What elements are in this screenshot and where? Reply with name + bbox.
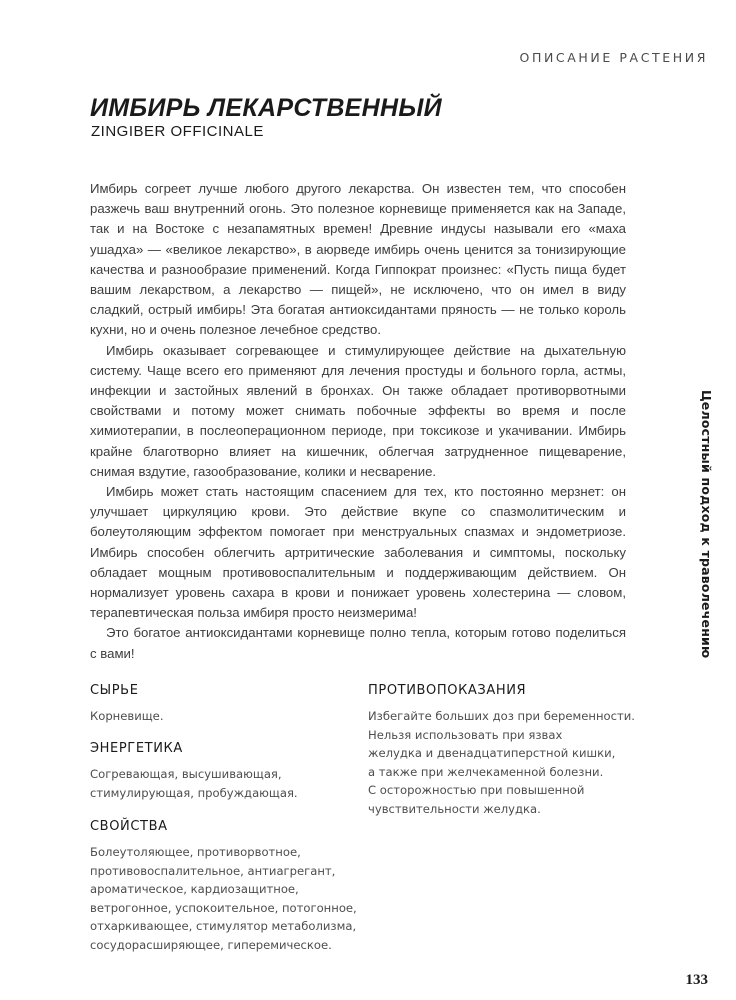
properties-line: сосудорасширяющее, гиперемическое. [90,937,332,952]
contraindications-line: Избегайте больших доз при беременности. [368,709,635,723]
properties-line: отхаркивающее, стимулятор метаболизма, [90,919,357,934]
contraindications-line: желудка и двенадцатиперстной кишки, [368,746,616,761]
body-paragraph: Имбирь может стать настоящим спасением для тех, кто постоянно мерзнет: он улучшает циркуляцию крови. Это действие вкупе со спазмолитическим и болеутоляющим эффектом помогает при менструальных спазмах и эндометриозе. Имбирь способен облегчить артритические заболевания и симптомы, поскольку обладает мощным противовоспалительным и поддерживающим действием. Он нормализует уровень сахара в крови и понижает уровень холестерина — словом, терапевтическая польза имбиря просто неизмерима! [90,484,626,621]
properties-heading: СВОЙСТВА [90,819,168,834]
body-paragraph: Имбирь согреет лучше любого другого лекарства. Он известен тем, что способен разжечь ваш внутренний огонь. Это полезное корневище применяется как на Западе, так и на Востоке с незапамятных времен! Древние индусы называли его «маха ушадха» — «великое лекарство», в аюрведе имбирь очень ценится за тонизирующие качества и разнообразие применений. Когда Гиппократ произнес: «Пусть пища будет вашим лекарством, а лекарство — пищей», не исключено, что он имел в виду сладкий, острый имбирь! Эта богатая антиоксидантами пряность — не только король кухни, но и очень полезное лечебное средство. [90,181,626,338]
energetics-heading: ЭНЕРГЕТИКА [90,741,183,756]
properties-line: противовоспалительное, антиагрегант, [90,863,336,878]
properties-line: ароматическое, кардиозащитное, [90,882,299,897]
contraindications-heading: ПРОТИВОПОКАЗАНИЯ [368,683,527,698]
properties-line: ветрогонное, успокоительное, потогонное, [90,900,357,915]
section-tag: ОПИСАНИЕ РАСТЕНИЯ [519,50,708,65]
side-chapter-label: Целостный подход к траволечению [699,390,714,659]
raw-line: Корневище. [90,709,164,723]
raw-text [90,707,164,726]
energetics-text [90,765,298,802]
energetics-line: стимулирующая, пробуждающая. [90,785,298,800]
body-paragraph: Это богатое антиоксидантами корневище полно тепла, которым готово поделиться с вами! [90,625,626,661]
contraindications-line: Нельзя использовать при язвах [368,727,563,742]
properties-text [90,843,357,955]
plant-title: ИМБИРЬ ЛЕКАРСТВЕННЫЙ [90,94,442,122]
contraindications-line: а также при желчекаменной болезни. [368,764,604,779]
energetics-line: Согревающая, высушивающая, [90,767,282,781]
contraindications-line: чувствительности желудка. [368,801,541,816]
body-text [90,179,626,664]
contraindications-line: С осторожностью при повышенной [368,783,585,798]
raw-heading: СЫРЬЕ [90,683,139,698]
body-paragraph: Имбирь оказывает согревающее и стимулирующее действие на дыхательную систему. Чаще всего его применяют для лечения простуды и больного горла, астмы, инфекции и застойных явлений в бронхах. Он также обладает противорвотными свойствами и потому может снимать побочные эффекты во время и после химиотерапии, в послеоперационном периоде, при токсикозе и укачивании. Имбирь крайне благотворно влияет на кишечник, облегчая затрудненное пищеварение, снимая вздутие, газообразование, колики и несварение. [90,342,626,479]
plant-latin-name: ZINGIBER OFFICINALE [91,123,264,140]
contraindications-text [368,707,635,819]
properties-line: Болеутоляющее, противорвотное, [90,845,301,859]
page-number: 133 [685,972,708,988]
